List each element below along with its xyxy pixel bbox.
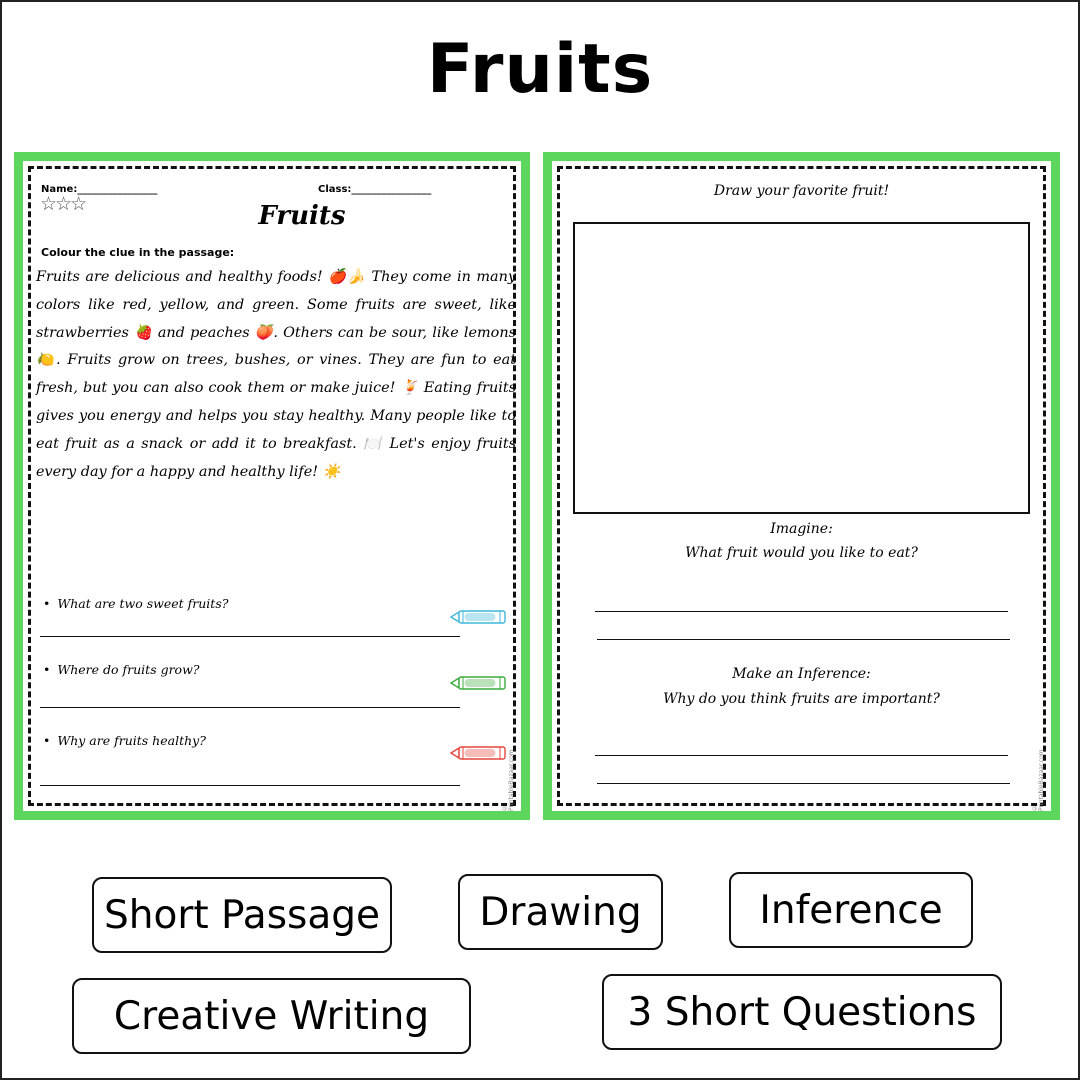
inference-question: Why do you think fruits are important? (663, 691, 940, 707)
question-2-text: Where do fruits grow? (57, 662, 200, 677)
watermark: © PrintableBazaar.com (1031, 749, 1045, 811)
imagine-answer-line-2[interactable] (597, 639, 1010, 640)
green-crayon-icon (450, 675, 508, 691)
name-field-label: Name:________________ (41, 184, 158, 195)
inference-answer-line-2[interactable] (597, 783, 1010, 784)
question-1 (43, 596, 228, 611)
imagine-label: Imagine: (770, 521, 833, 537)
bullet-icon: • (43, 596, 51, 611)
tag-inference: Inference (729, 872, 973, 948)
bullet-icon: • (43, 733, 51, 748)
watermark: © PrintableBazaar.com (501, 749, 515, 811)
imagine-answer-line-1[interactable] (595, 611, 1008, 612)
red-crayon-icon (450, 745, 508, 761)
tag-drawing: Drawing (458, 874, 663, 950)
main-title: Fruits (426, 30, 654, 109)
reading-passage: Fruits are delicious and healthy foods! 🍎🍌 They come in many colors like red, yellow, and green. Some fruits are sweet, like strawberries 🍓 and peaches 🍑. Others can be sour, like lemons 🍋. Fruits grow on trees, bushes, or vines. They are fun to eat fresh, but you can also cook them or make juice! 🍹 Eating fruits gives you energy and helps you stay healthy. Many people like to eat fruit as a snack or add it to breakfast. 🍽️ Let's enjoy fruits every day for a happy and healthy life! ☀️ (36, 269, 516, 480)
answer-line-2[interactable] (40, 707, 460, 708)
drawing-box[interactable] (573, 222, 1030, 514)
drawing-worksheet-page (543, 152, 1060, 820)
tag-short-passage: Short Passage (92, 877, 392, 953)
class-field-label: Class:________________ (318, 184, 432, 195)
worksheet-title: Fruits (258, 201, 346, 231)
inference-label: Make an Inference: (732, 666, 871, 682)
tag-creative-writing: Creative Writing (72, 978, 471, 1054)
question-2 (43, 662, 199, 677)
bullet-icon: • (43, 662, 51, 677)
rating-stars-icon: ☆☆☆ (40, 193, 86, 215)
answer-line-3[interactable] (40, 785, 460, 786)
inference-answer-line-1[interactable] (595, 755, 1008, 756)
question-3-text: Why are fruits healthy? (57, 733, 206, 748)
instruction-text: Colour the clue in the passage: (41, 246, 235, 259)
tag-3-short-questions: 3 Short Questions (602, 974, 1002, 1050)
reading-worksheet-page (14, 152, 530, 820)
draw-prompt: Draw your favorite fruit! (713, 183, 890, 199)
imagine-question: What fruit would you like to eat? (685, 545, 918, 561)
question-3 (43, 733, 206, 748)
question-1-text: What are two sweet fruits? (57, 596, 229, 611)
blue-crayon-icon (450, 609, 508, 625)
answer-line-1[interactable] (40, 636, 460, 637)
